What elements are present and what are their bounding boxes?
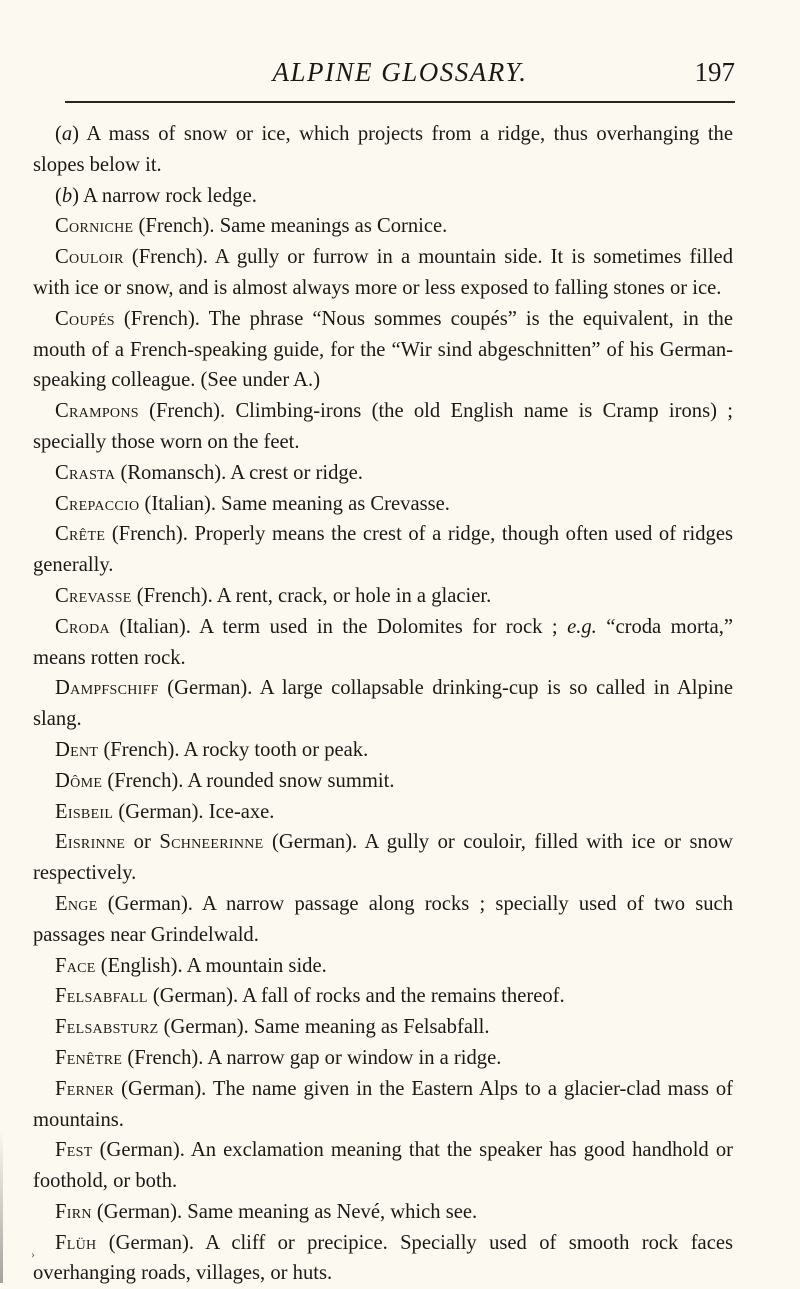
glossary-entry — [33, 489, 733, 520]
glossary-entry — [33, 797, 733, 828]
page-edge-shadow — [0, 1130, 3, 1283]
entry-term: Felsabsturz — [55, 1016, 159, 1039]
glossary-entry — [33, 1074, 733, 1136]
glossary-entry — [33, 981, 733, 1012]
entry-text: (French). A rent, crack, or hole in a glacier. — [131, 584, 492, 607]
entry-term: Felsabfall — [55, 985, 148, 1008]
entry-text: (German). The name given in the Eastern Alps to a glacier-clad mass of mountains. — [33, 1077, 733, 1131]
glossary-entry — [33, 612, 733, 674]
entry-text: (German). A cliff or precipice. Specially used of smooth rock faces overhanging roads, villages, or huts. — [33, 1231, 733, 1285]
entry-text: ) A narrow rock ledge. — [72, 184, 257, 207]
running-head — [0, 57, 800, 93]
entry-term: Ferner — [55, 1077, 115, 1100]
entry-text: or — [125, 831, 160, 854]
glossary-entry — [33, 119, 733, 181]
entry-text: ) A mass of snow or ice, which projects from a ridge, thus overhanging the slopes below it. — [33, 123, 733, 176]
entry-text: “croda morta,” means rotten rock. — [33, 615, 733, 669]
glossary-body — [33, 119, 733, 1289]
entry-term: Enge — [55, 892, 98, 915]
entry-text: (German). Same meaning as Nevé, which see. — [91, 1200, 478, 1223]
entry-text: (French). A gully or furrow in a mountain side. It is sometimes filled with ice or snow, and is almost always more or less exposed to falling stones or ice. — [33, 246, 733, 299]
entry-term: Firn — [55, 1200, 92, 1223]
glossary-entry — [33, 951, 733, 982]
entry-text: ( — [55, 123, 62, 145]
entry-text: (French). Properly means the crest of a ridge, though often used of ridges generally. — [33, 523, 733, 577]
entry-text: (French). A rocky tooth or peak. — [98, 738, 369, 761]
glossary-entry — [33, 211, 733, 242]
header-rule — [65, 101, 735, 103]
glossary-entry — [33, 181, 733, 212]
glossary-entry — [33, 1197, 733, 1228]
glossary-entry — [33, 519, 733, 581]
entry-text: (German). A gully or couloir, filled with ice or snow respectively. — [33, 831, 733, 885]
entry-text: (English). A mountain side. — [95, 954, 327, 977]
entry-term: Corniche — [55, 215, 134, 238]
entry-text: (French). A narrow gap or window in a ridge. — [122, 1046, 502, 1069]
entry-term: Couloir — [55, 246, 124, 269]
entry-term: Coupés — [55, 307, 115, 330]
entry-term: Crête — [55, 523, 106, 546]
entry-term: Dôme — [55, 769, 103, 792]
entry-term: Crampons — [55, 400, 139, 423]
glossary-entry — [33, 1228, 733, 1289]
glossary-entry — [33, 735, 733, 766]
running-head-title: ALPINE GLOSSARY. — [272, 57, 528, 87]
glossary-entry — [33, 242, 733, 304]
entry-text: (German). A fall of rocks and the remains thereof. — [147, 985, 565, 1008]
entry-term: Dent — [55, 738, 99, 761]
glossary-entry — [33, 1043, 733, 1074]
entry-term: Eisrinne — [55, 831, 126, 854]
entry-text: (German). A narrow passage along rocks ; specially used of two such passages near Grindelwald. — [33, 892, 733, 946]
entry-term: Flüh — [55, 1231, 97, 1254]
entry-term: Face — [55, 954, 96, 977]
entry-term: Fest — [55, 1139, 93, 1162]
entry-text: (Italian). Same meaning as Crevasse. — [139, 492, 450, 515]
entry-text: (French). Climbing-irons (the old English name is Cramp irons) ; specially those worn on the feet. — [33, 400, 733, 453]
entry-text: (German). An exclamation meaning that the speaker has good handhold or foothold, or both. — [33, 1139, 733, 1193]
entry-term: Dampfschiff — [55, 677, 159, 700]
entry-italic-text: b — [61, 184, 73, 207]
glossary-entry — [33, 581, 733, 612]
glossary-entry — [33, 673, 733, 735]
entry-term: Schneerinne — [159, 831, 264, 854]
glossary-entry — [33, 396, 733, 458]
glossary-entry — [33, 458, 733, 489]
margin-mark: › — [31, 1247, 35, 1261]
entry-italic-text: a — [61, 123, 73, 145]
glossary-entry — [33, 304, 733, 396]
glossary-entry — [33, 827, 733, 889]
entry-term: Fenêtre — [55, 1046, 123, 1069]
page-number: 197 — [694, 57, 735, 87]
entry-italic-text: e.g. — [567, 615, 597, 638]
entry-term: Crasta — [55, 461, 116, 484]
entry-text: (French). A rounded snow summit. — [102, 769, 395, 792]
entry-text: (German). Ice-axe. — [113, 800, 275, 823]
entry-term: Eisbeil — [55, 800, 114, 823]
entry-text: (French). Same meanings as Cornice. — [133, 215, 448, 238]
glossary-entry — [33, 766, 733, 797]
entry-text: (German). Same meaning as Felsabfall. — [158, 1016, 490, 1039]
entry-text: (Romansch). A crest or ridge. — [115, 461, 363, 484]
entry-term: Croda — [55, 615, 110, 638]
glossary-entry — [33, 1135, 733, 1197]
entry-text: (Italian). A term used in the Dolomites for rock ; — [109, 615, 568, 638]
entry-term: Crevasse — [55, 584, 132, 607]
glossary-entry — [33, 889, 733, 951]
entry-term: Crepaccio — [55, 492, 140, 515]
entry-text: (German). A large collapsable drinking-cup is so called in Alpine slang. — [33, 677, 733, 731]
glossary-entry — [33, 1012, 733, 1043]
entry-text: ( — [55, 184, 62, 207]
entry-text: (French). The phrase “Nous sommes coupés” is the equivalent, in the mouth of a French-speaking guide, for the “Wir sind abgeschnitten” of his German-speaking colleague. (See under A.) — [33, 307, 733, 392]
